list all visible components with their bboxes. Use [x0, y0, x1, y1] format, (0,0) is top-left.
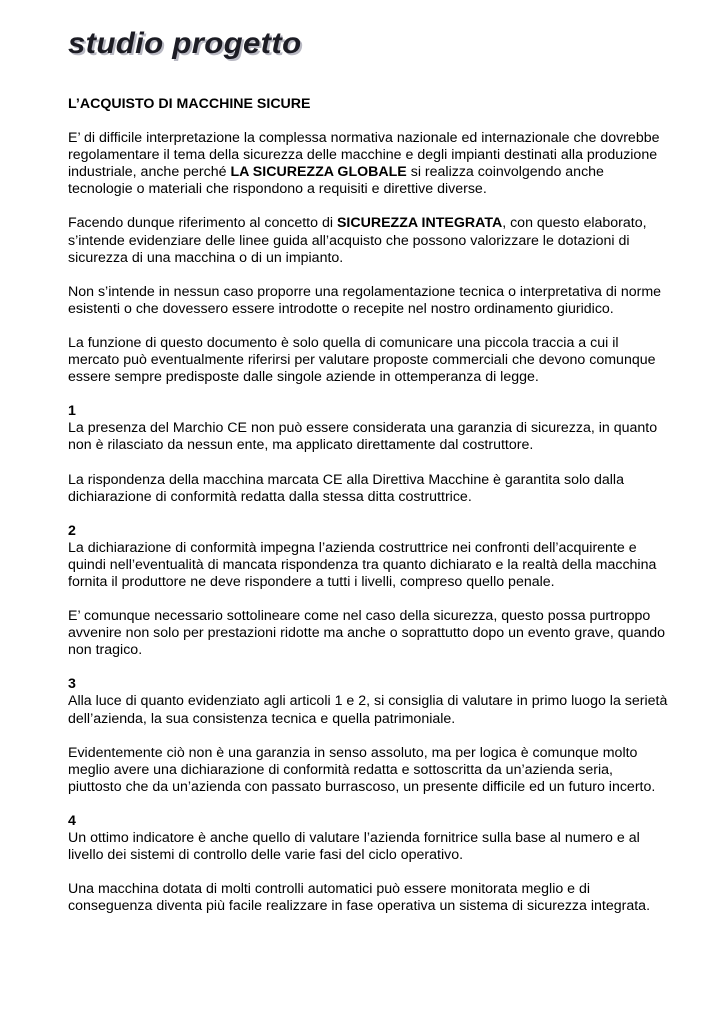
section-2-paragraph-1: [68, 523, 668, 591]
document-title: L’ACQUISTO DI MACCHINE SICURE: [68, 96, 311, 112]
p1-text-after: si realizza coinvolgendo anche tecnologie o materiali che rispondono a requisiti e direttive diverse.: [68, 164, 604, 198]
section-4-number: 4: [68, 812, 76, 829]
section-2-paragraph-2: E’ comunque necessario sottolineare come nel caso della sicurezza, questo possa purtroppo avvenire non solo per prestazioni ridotte ma anche o soprattutto dopo un evento grave, quando non tragico.: [68, 608, 666, 659]
section-4-paragraph-2: Una macchina dotata di molti controlli automatici può essere monitorata meglio e di conseguenza diventa più facile realizzare in fase operativa un sistema di sicurezza integrata.: [68, 881, 651, 915]
intro-paragraph-2: [68, 215, 668, 266]
section-1-text-1: La presenza del Marchio CE non può essere considerata una garanzia di sicurezza, in quanto non è rilasciato da nessun ente, ma applicato direttamente dal costruttore.: [68, 420, 658, 454]
p1-text-before: E’ di difficile interpretazione la complessa normativa nazionale ed internazionale che dovrebbe regolamentare il tema della sicurezza delle macchine e degli impianti destinati alla produzione industriale, anche perché: [68, 130, 660, 181]
intro-paragraph-4: La funzione di questo documento è solo quella di comunicare una piccola traccia a cui il mercato può eventualmente riferirsi per valutare proposte commerciali che devono comunque essere sempre predisposte dalle singole aziende in ottemperanza di legge.: [68, 334, 656, 386]
section-2-text-1: La dichiarazione di conformità impegna l’azienda costruttrice nei confronti dell’acquirente e quindi nell’eventualità di mancata rispondenza tra quanto dichiarato e la realtà della macchina fornita il produttore ne deve rispondere a tutti i livelli, compreso quello penale.: [68, 539, 657, 590]
p2-text-before: Facendo dunque riferimento al concetto di: [68, 215, 337, 232]
section-3-number: 3: [68, 676, 76, 693]
p2-text-after: , con questo elaborato, s’intende evidenziare delle linee guida all’acquisto che possono valorizzare le dotazioni di sicurezza di una macchina o di un impianto.: [68, 215, 647, 266]
section-1-paragraph-1: [68, 403, 668, 454]
section-2-number: 2: [68, 522, 76, 539]
section-1-paragraph-2: La rispondenza della macchina marcata CE alla Direttiva Macchine è garantita solo dalla dichiarazione di conformità redatta dalla stessa ditta costruttrice.: [68, 471, 624, 505]
section-4-text-1: Un ottimo indicatore è anche quello di valutare l’azienda fornitrice sulla base al numero e al livello dei sistemi di controllo delle varie fasi del ciclo operativo.: [68, 830, 640, 864]
section-1-number: 1: [68, 403, 76, 420]
section-4-paragraph-1: [68, 813, 668, 864]
section-3-paragraph-2: Evidentemente ciò non è una garanzia in senso assoluto, ma per logica è comunque molto meglio avere una dichiarazione di conformità redatta e sottoscritta da un’azienda seria, piuttosto che da un’azienda con passato burrascoso, un presente difficile ed un futuro incerto.: [68, 744, 656, 795]
studio-progetto-logo: studio progetto: [68, 27, 302, 60]
intro-paragraph-3: Non s’intende in nessun caso proporre una regolamentazione tecnica o interpretativa di norme esistenti o che dovessero essere introdotte o recepite nel nostro ordinamento giuridico.: [68, 283, 662, 317]
section-3-paragraph-1: [68, 676, 668, 727]
intro-paragraph-1: [68, 130, 668, 198]
section-3-text-1: Alla luce di quanto evidenziato agli articoli 1 e 2, si consiglia di valutare in primo luogo la serietà dell’azienda, la sua consistenza tecnica e quella patrimoniale.: [68, 693, 668, 727]
document-body: [68, 96, 668, 932]
p2-bold-text: SICUREZZA INTEGRATA: [336, 215, 503, 232]
p1-bold-text: LA SICUREZZA GLOBALE: [230, 164, 407, 181]
